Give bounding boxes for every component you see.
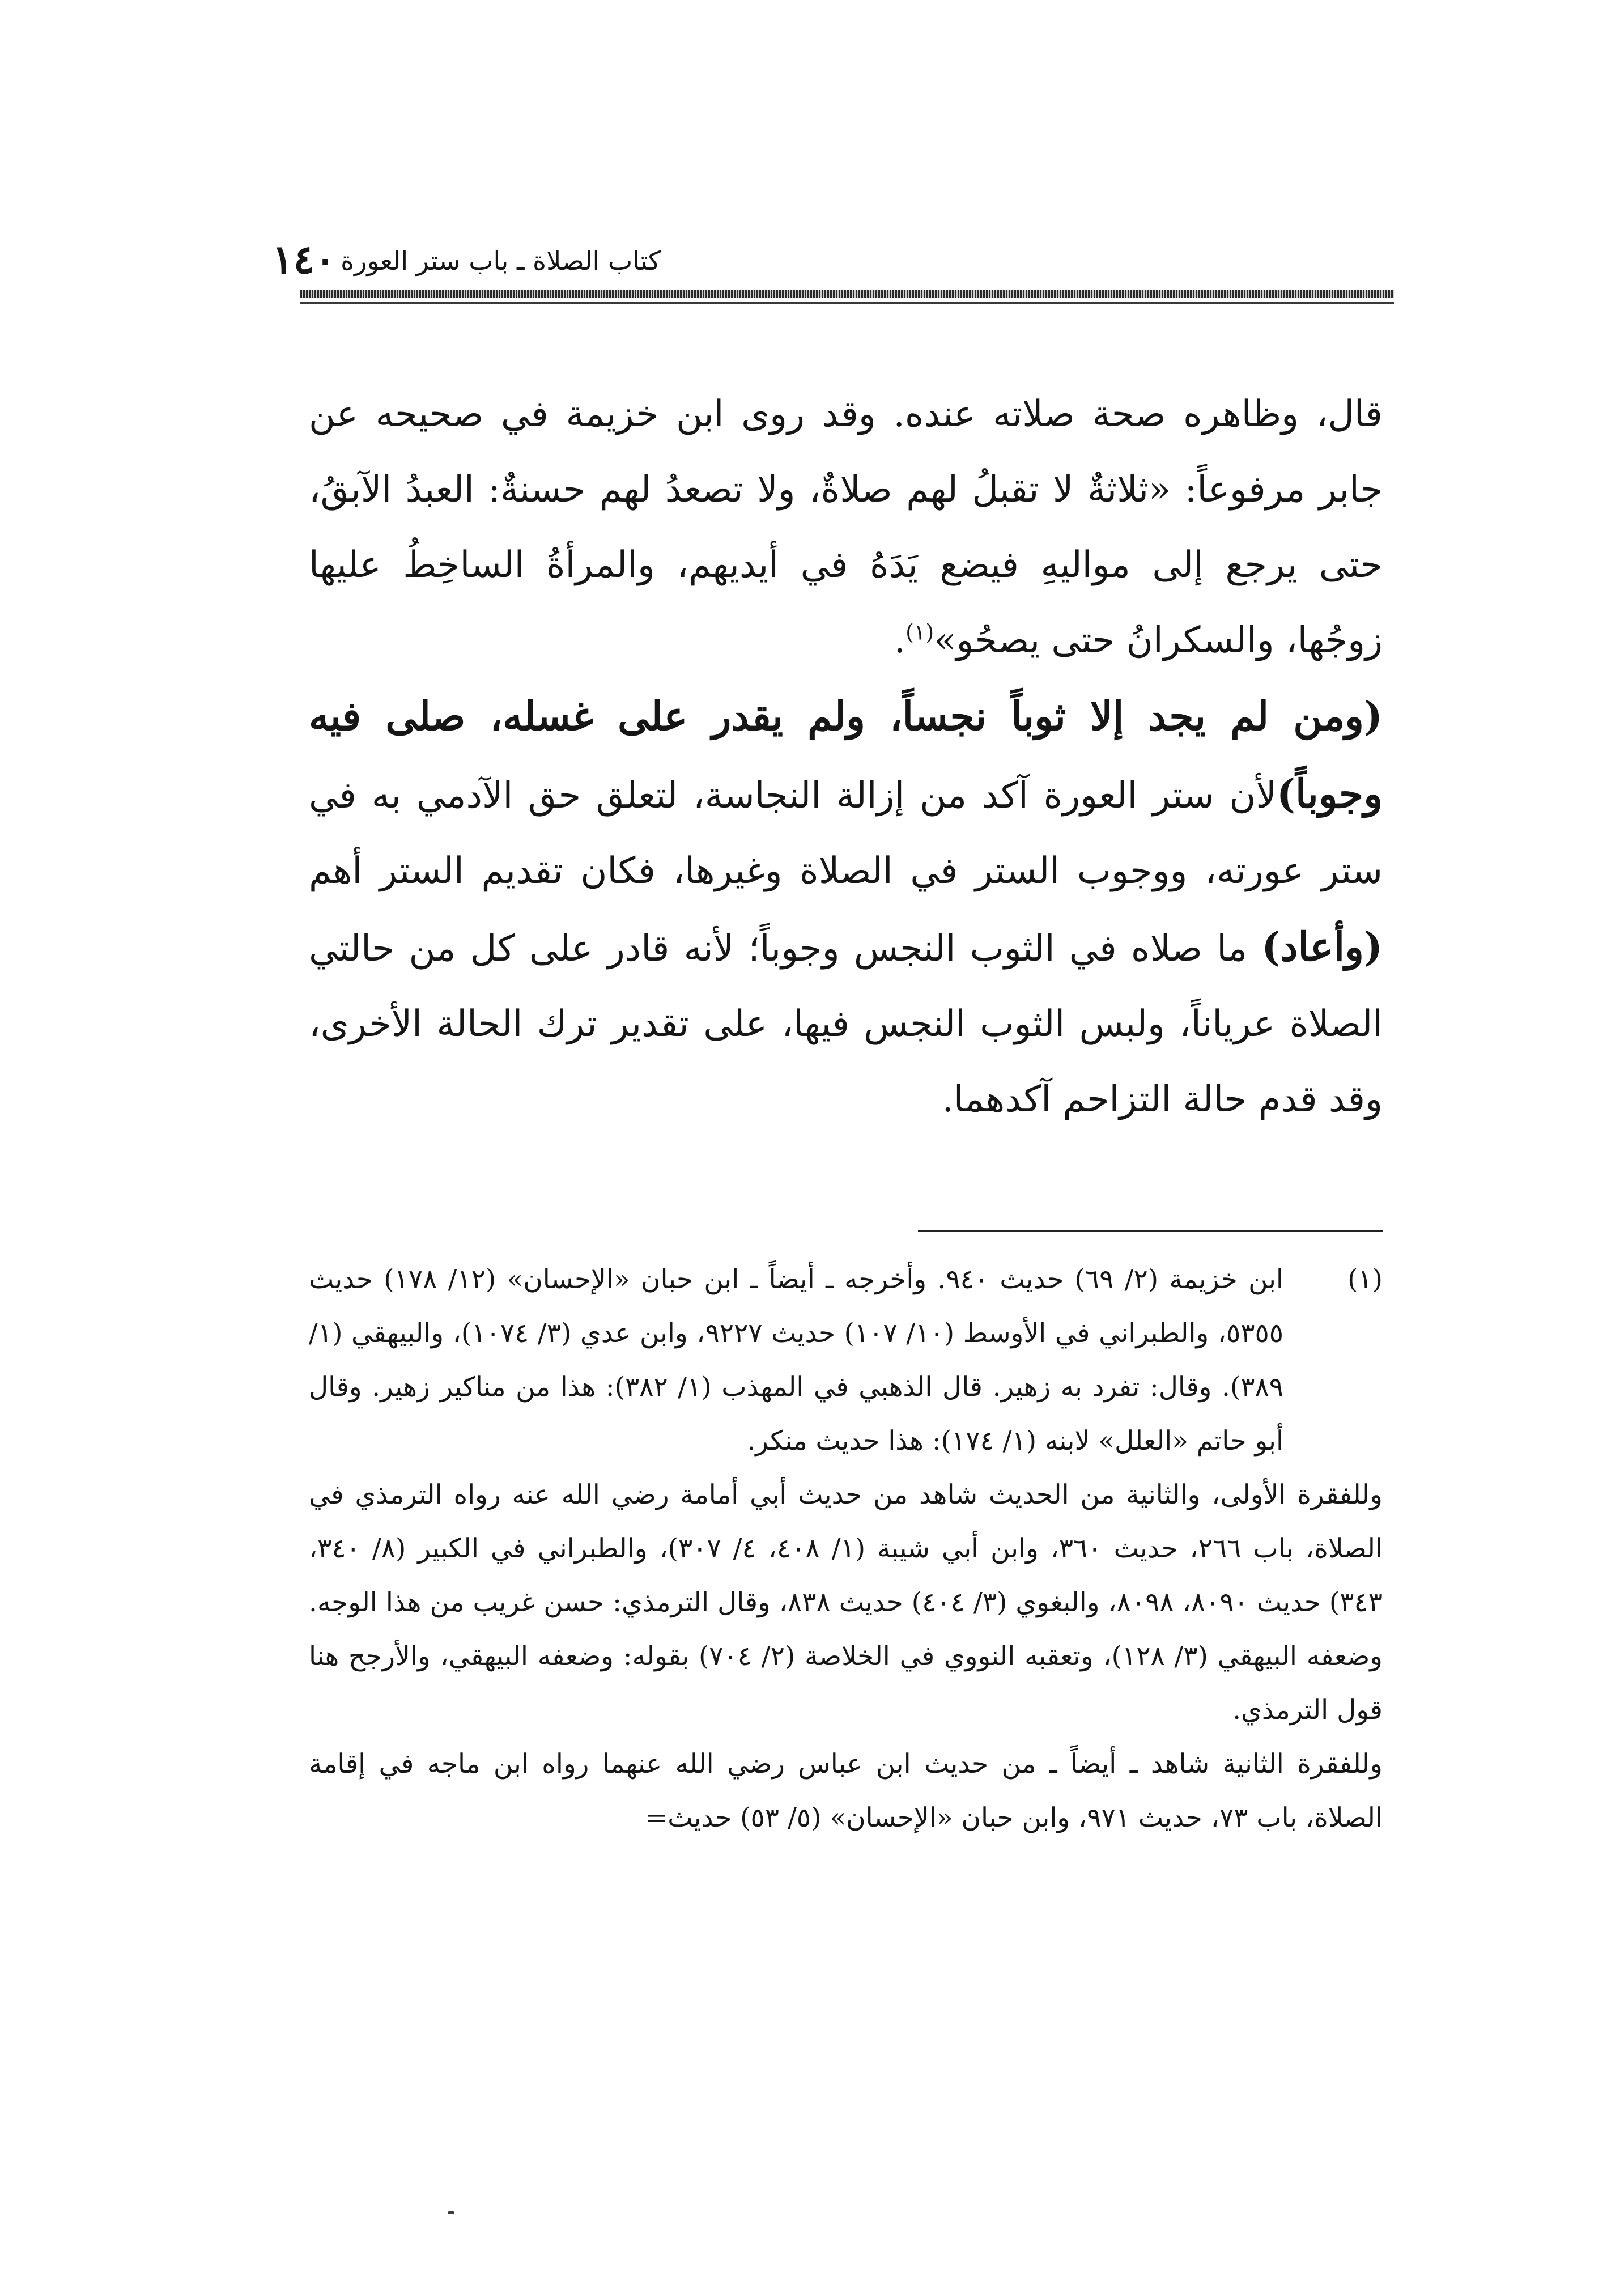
page-number: ١٤٠: [272, 236, 336, 283]
footnote-number: (١): [1347, 1264, 1383, 1295]
main-body-text: [309, 377, 1383, 1159]
footnote: [309, 1252, 1383, 1468]
matn-text: (ومن لم يجد إلا ثوباً نجساً، ولم يقدر على غسله، صلى فيه وجوباً): [309, 693, 1383, 817]
footnote-text: ابن خزيمة (٢/ ٦٩) حديث ٩٤٠. وأخرجه ـ أيضاً ـ ابن حبان «الإحسان» (١٢/ ١٧٨) حديث ٥٣٥٥، والطبراني في الأوسط (١٠/ ١٠٧) حديث ٩٢٢٧، وابن عدي (٣/ ١٠٧٤)، والبيهقي (١/ ٣٨٩). وقال: تفرد به زهير. قال الذهبي في المهذب (١/ ٣٨٢): هذا من مناكير زهير. وقال أبو حاتم «العلل» لابنه (١/ ١٧٤): هذا حديث منكر.: [309, 1264, 1283, 1457]
footnote-paragraph: وللفقرة الثانية شاهد ـ أيضاً ـ من حديث ابن عباس رضي الله عنهما رواه ابن ماجه في إقامة الصلاة، باب ٧٣، حديث ٩٧١، وابن حبان «الإحسان» (٥/ ٥٣) حديث=: [309, 1748, 1383, 1833]
scan-speck: [448, 2211, 454, 2214]
running-header-title: كتاب الصلاة ـ باب ستر العورة: [341, 245, 661, 276]
header-divider: [300, 290, 1394, 298]
body-paragraph: [309, 678, 1383, 1137]
body-text: قال، وظاهره صحة صلاته عنده. وقد روى ابن خزيمة في صحيحه عن جابر مرفوعاً: «ثلاثةٌ لا تقبلُ لهم صلاةٌ، ولا تصعدُ لهم حسنةٌ: العبدُ الآبقُ، حتى يرجع إلى مواليهِ فيضع يَدَهُ في أيديهم، والمرأةُ الساخِطُ عليها زوجُها، والسكرانُ حتى يصحُو»: [309, 393, 1383, 661]
footnote-reference: (١): [905, 619, 934, 645]
body-text: لأن ستر العورة آكد من إزالة النجاسة، لتعلق حق الآدمي به في ستر عورته، ووجوب الستر في الصلاة وغيرها، فكان تقديم الستر أهم: [309, 775, 1383, 892]
footnote-paragraph: وللفقرة الأولى، والثانية من الحديث شاهد من حديث أبي أمامة رضي الله عنه رواه الترمذي في الصلاة، باب ٢٦٦، حديث ٣٦٠، وابن أبي شيبة (١/ ٤٠٨، ٤/ ٣٠٧)، والطبراني في الكبير (٨/ ٣٤٠، ٣٤٣) حديث ٨٠٩٠، ٨٠٩٨، والبغوي (٣/ ٤٠٤) حديث ٨٣٨، وقال الترمذي: حسن غريب من هذا الوجه. وضعفه البيهقي (٣/ ١٢٨)، وتعقبه النووي في الخلاصة (٢/ ٧٠٤) بقوله: وضعفه البيهقي، والأرجح هنا قول الترمذي.: [309, 1479, 1383, 1726]
body-paragraph: [309, 377, 1383, 678]
footnotes-section: [309, 1252, 1383, 2137]
body-text: ما صلاه في الثوب النجس وجوباً؛ لأنه قادر على كل من حالتي الصلاة عرياناً، ولبس الثوب النجس فيها، على تقدير ترك الحالة الأخرى، وقد قدم حالة التزاحم آكدهما.: [309, 928, 1383, 1120]
matn-text: (وأعاد): [1261, 923, 1383, 970]
body-text: .: [894, 619, 906, 661]
header-divider-line: [300, 302, 1394, 304]
footnote-separator: [918, 1230, 1383, 1232]
